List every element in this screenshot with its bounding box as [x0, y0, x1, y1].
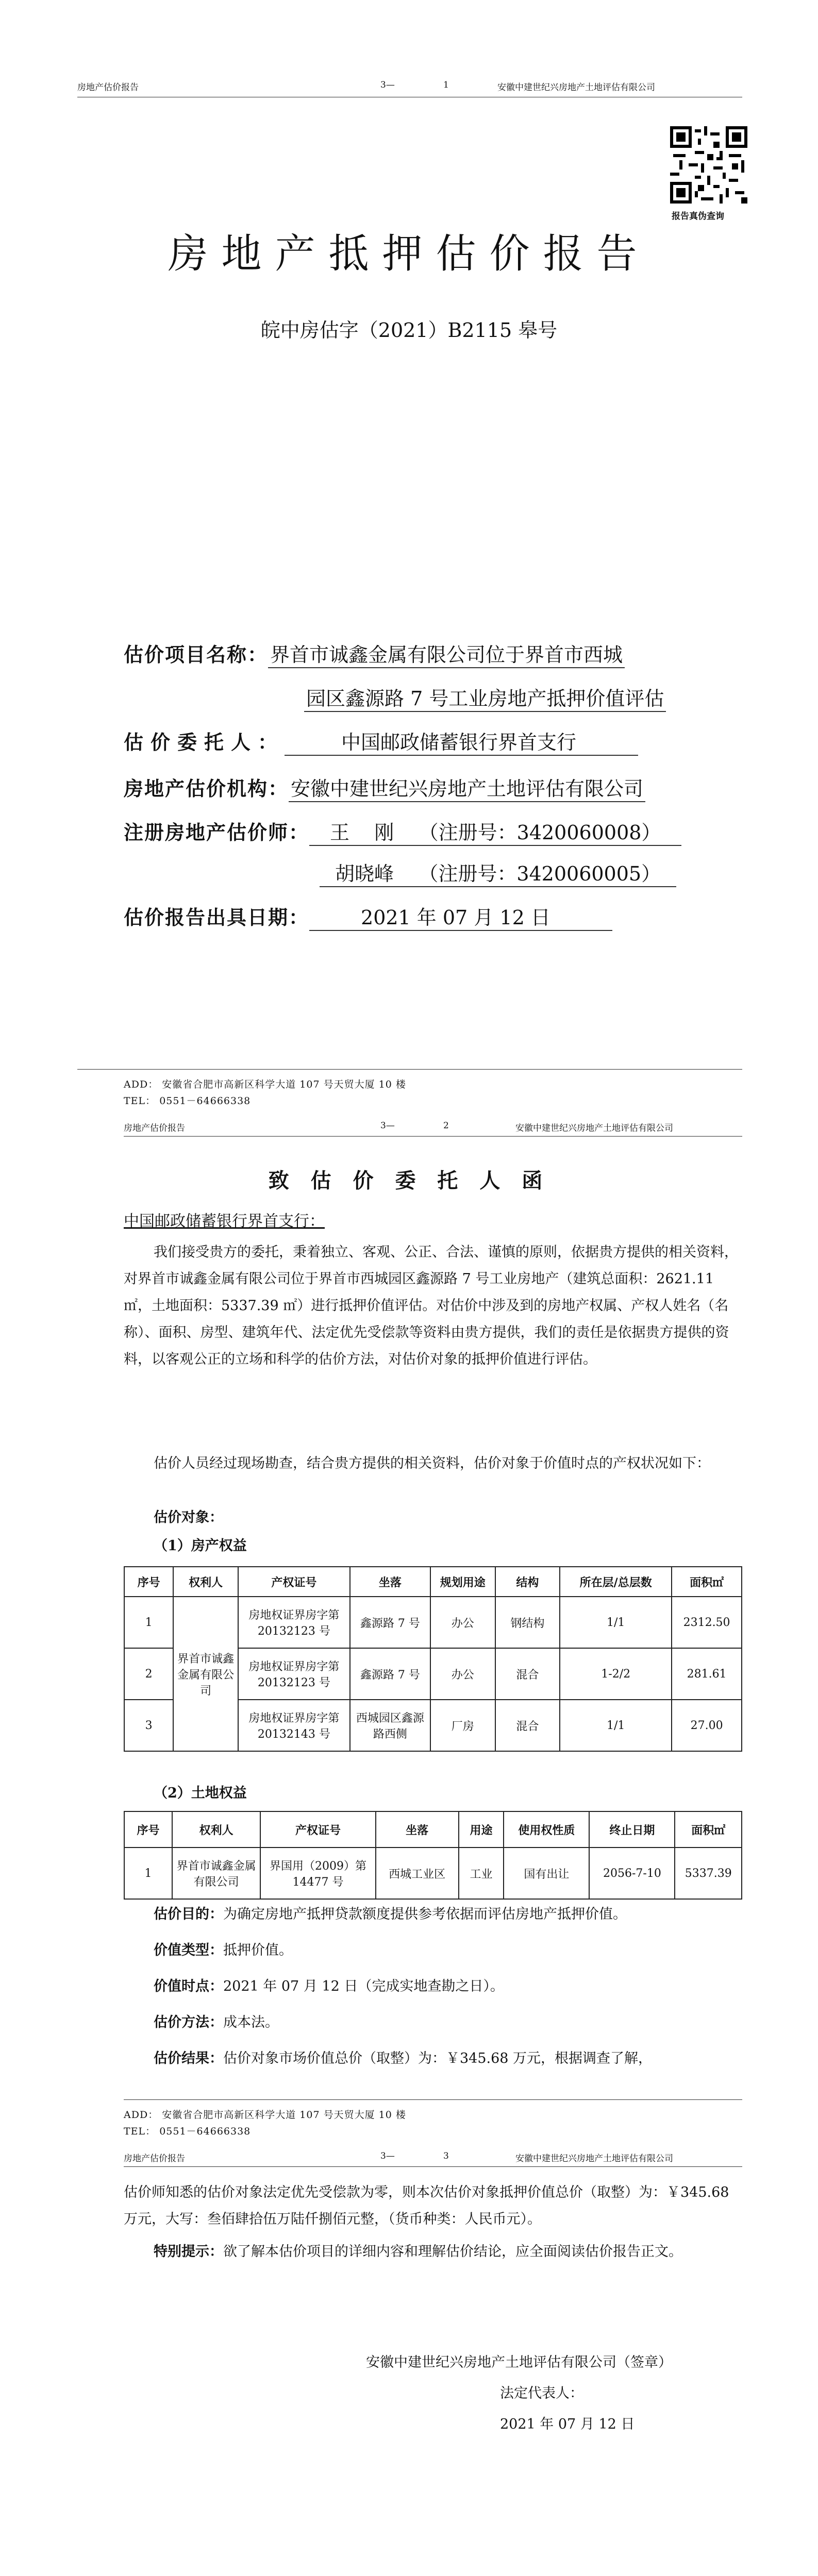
value-type-label: 价值类型： [154, 1942, 223, 1958]
header-right: 安徽中建世纪兴房地产土地评估有限公司 [497, 82, 655, 93]
method-value: 成本法。 [223, 2014, 279, 2030]
table-header-cell: 所在层/总层数 [560, 1567, 672, 1597]
document-number: 皖中房估字（2021）B2115 皋号 [260, 319, 558, 342]
letter-addressee: 中国邮政储蓄银行界首支行： [124, 1212, 325, 1230]
header-left: 房地产估价报告 [124, 2154, 185, 2164]
land-rights-table [124, 1811, 742, 1900]
agency-label: 房地产估价机构： [124, 777, 289, 800]
table-cell: 鑫源路 7 号 [350, 1648, 430, 1700]
header-page-number: 3 [443, 2151, 449, 2161]
header-page-number: 2 [443, 1121, 449, 1131]
header-left: 房地产估价报告 [77, 82, 139, 93]
signature-representative: 法定代表人： [500, 2385, 583, 2401]
table-header-cell: 使用权性质 [504, 1811, 589, 1848]
appraiser-row-2 [320, 858, 676, 887]
table-header-cell: 面积㎡ [675, 1811, 742, 1848]
table-header-row [124, 1567, 742, 1597]
header-left: 房地产估价报告 [124, 1123, 185, 1133]
table-header-row [124, 1811, 742, 1848]
method-label: 估价方法： [154, 2014, 223, 2030]
footer-address: ADD： 安徽省合肥市高新区科学大道 107 号天贸大厦 10 楼 [124, 2109, 406, 2121]
page-header [0, 80, 818, 95]
result-row [154, 2045, 742, 2072]
house-rights-table [124, 1566, 742, 1752]
result-label: 估价结果： [154, 2050, 223, 2066]
signature-company: 安徽中建世纪兴房地产土地评估有限公司（签章） [366, 2354, 672, 2370]
table-cell: 混合 [495, 1700, 560, 1751]
project-value-line2: 园区鑫源路 7 号工业房地产抵押价值评估 [304, 683, 666, 712]
table-cell: 3 [124, 1700, 173, 1751]
table-header-cell: 用途 [459, 1811, 504, 1848]
table-cell: 办公 [430, 1597, 495, 1648]
method-row [154, 2009, 279, 2036]
project-label: 估价项目名称： [124, 643, 269, 666]
header-page-dash: 3— [380, 80, 395, 90]
table-header-cell: 序号 [124, 1811, 172, 1848]
table-cell-owner: 界首市诚鑫金属有限公司 [173, 1597, 238, 1751]
date-value: 2021 年 07 月 12 日 [309, 902, 612, 931]
object-label: 估价对象： [154, 1510, 223, 1526]
table-cell: 1/1 [560, 1597, 672, 1648]
letter-paragraph-3: 估价师知悉的估价对象法定优先受偿款为零，则本次估价对象抵押价值总价（取整）为：￥345.68 万元，大写：叁佰肆拾伍万陆仟捌佰元整，（货币种类：人民币元）。 [124, 2184, 729, 2227]
purpose-label: 估价目的： [154, 1906, 223, 1922]
agency-value: 安徽中建世纪兴房地产土地评估有限公司 [289, 773, 645, 802]
footer-rule [77, 1069, 742, 1070]
page-header [0, 2151, 818, 2166]
table-cell: 1 [124, 1597, 173, 1648]
table-cell: 2056-7-10 [589, 1848, 675, 1899]
table-cell: 工业 [459, 1848, 504, 1899]
appraiser-2: 胡晓峰 （注册号：3420060005） [320, 858, 676, 887]
date-label: 估价报告出具日期： [124, 906, 310, 929]
value-type-row [154, 1937, 293, 1964]
table-header-cell: 坐落 [376, 1811, 459, 1848]
header-page-dash: 3— [380, 1121, 395, 1131]
purpose-value: 为确定房地产抵押贷款额度提供参考依据而评估房地产抵押价值。 [223, 1906, 627, 1922]
table-cell: 1-2/2 [560, 1648, 672, 1700]
value-time-row [154, 1973, 504, 2000]
table-cell: 混合 [495, 1648, 560, 1700]
qr-code-icon[interactable] [670, 126, 747, 204]
client-label: 估价委托人： [124, 731, 285, 754]
table-header-cell: 面积㎡ [672, 1567, 742, 1597]
table-cell: 界首市诚鑫金属有限公司 [172, 1848, 260, 1899]
table-cell: 西城工业区 [376, 1848, 459, 1899]
value-type-value: 抵押价值。 [223, 1942, 293, 1958]
house-rights-heading: （1）房产权益 [154, 1538, 247, 1554]
report-title: 房地产抵押估价报告 [168, 231, 650, 277]
special-tip-row [124, 2239, 742, 2265]
table-header-cell: 产权证号 [238, 1567, 350, 1597]
table-cell: 厂房 [430, 1700, 495, 1751]
table-cell: 房地权证界房字第 20132123 号 [238, 1597, 350, 1648]
appraiser-1: 王 刚 （注册号：3420060008） [309, 817, 681, 846]
client-value: 中国邮政储蓄银行界首支行 [285, 726, 638, 756]
table-cell: 1 [124, 1848, 172, 1899]
signature-date: 2021 年 07 月 12 日 [500, 2416, 635, 2432]
table-cell: 2 [124, 1648, 173, 1700]
header-page-number: 1 [443, 80, 449, 90]
special-tip-value: 欲了解本估价项目的详细内容和理解估价结论，应全面阅读估价报告正文。 [223, 2244, 682, 2260]
table-cell: 27.00 [672, 1700, 742, 1751]
table-cell: 西城园区鑫源路西侧 [350, 1700, 430, 1751]
purpose-row [154, 1901, 742, 1928]
table-header-cell: 坐落 [350, 1567, 430, 1597]
table-cell: 鑫源路 7 号 [350, 1597, 430, 1648]
letter-paragraph-1: 我们接受贵方的委托，秉着独立、客观、公正、合法、谨慎的原则，依据贵方提供的相关资料，对界首市诚鑫金属有限公司位于界首市西城园区鑫源路 7 号工业房地产（建筑总面积：2621.11 ㎡，土地面积：5337.39 ㎡）进行抵押价值评估。对估价中涉及到的房地产权属、产权人姓名（名称）、面积、房型、建筑年代、法定优先受偿款等资料由贵方提供，我们的责任是依据贵方提供的资料，以客观公正的立场和科学的估价方法，对估价对象的抵押价值进行评估。 [124, 1244, 738, 1367]
land-rights-heading: （2）土地权益 [154, 1785, 247, 1801]
table-header-cell: 产权证号 [260, 1811, 376, 1848]
date-row [124, 902, 612, 931]
table-header-cell: 结构 [495, 1567, 560, 1597]
footer-address: ADD： 安徽省合肥市高新区科学大道 107 号天贸大厦 10 楼 [124, 1079, 406, 1090]
table-cell: 2312.50 [672, 1597, 742, 1648]
appraiser-row [124, 817, 681, 846]
table-header-cell: 序号 [124, 1567, 173, 1597]
value-time-label: 价值时点： [154, 1978, 223, 1994]
table-header-cell: 权利人 [172, 1811, 260, 1848]
appraiser-label: 注册房地产估价师： [124, 821, 310, 844]
table-cell: 281.61 [672, 1648, 742, 1700]
table-cell: 房地权证界房字第 20132143 号 [238, 1700, 350, 1751]
header-rule [124, 2166, 742, 2167]
project-name-row-2 [304, 683, 666, 712]
table-cell: 1/1 [560, 1700, 672, 1751]
table-header-cell: 终止日期 [589, 1811, 675, 1848]
table-row [124, 1848, 742, 1899]
table-header-cell: 权利人 [173, 1567, 238, 1597]
table-header-cell: 规划用途 [430, 1567, 495, 1597]
table-cell: 钢结构 [495, 1597, 560, 1648]
table-cell: 国有出让 [504, 1848, 589, 1899]
table-cell: 办公 [430, 1648, 495, 1700]
agency-row [124, 773, 645, 802]
header-page-dash: 3— [380, 2151, 395, 2161]
project-name-row [124, 639, 625, 668]
table-cell: 5337.39 [675, 1848, 742, 1899]
letter-paragraph-2: 估价人员经过现场勘查，结合贵方提供的相关资料，估价对象于价值时点的产权状况如下： [154, 1455, 710, 1471]
table-row [124, 1597, 742, 1648]
client-row [124, 726, 638, 756]
header-rule [124, 1136, 742, 1137]
footer-tel: TEL： 0551－64666338 [124, 2126, 251, 2137]
qr-caption: 报告真伪查询 [672, 211, 724, 222]
table-cell: 房地权证界房字第 20132123 号 [238, 1648, 350, 1700]
letter-title: 致 估 价 委 托 人 函 [268, 1168, 550, 1193]
special-tip-label: 特别提示： [154, 2244, 223, 2260]
header-right: 安徽中建世纪兴房地产土地评估有限公司 [515, 2154, 673, 2164]
footer-rule [124, 2099, 742, 2100]
value-time-value: 2021 年 07 月 12 日（完成实地查勘之日）。 [223, 1978, 504, 1994]
header-right: 安徽中建世纪兴房地产土地评估有限公司 [515, 1123, 673, 1133]
table-cell: 界国用（2009）第 14477 号 [260, 1848, 376, 1899]
footer-tel: TEL： 0551－64666338 [124, 1095, 251, 1107]
project-value-line1: 界首市诚鑫金属有限公司位于界首市西城 [268, 639, 625, 668]
result-value: 估价对象市场价值总价（取整）为：￥345.68 万元，根据调查了解， [223, 2050, 653, 2066]
page-header [0, 1121, 818, 1136]
